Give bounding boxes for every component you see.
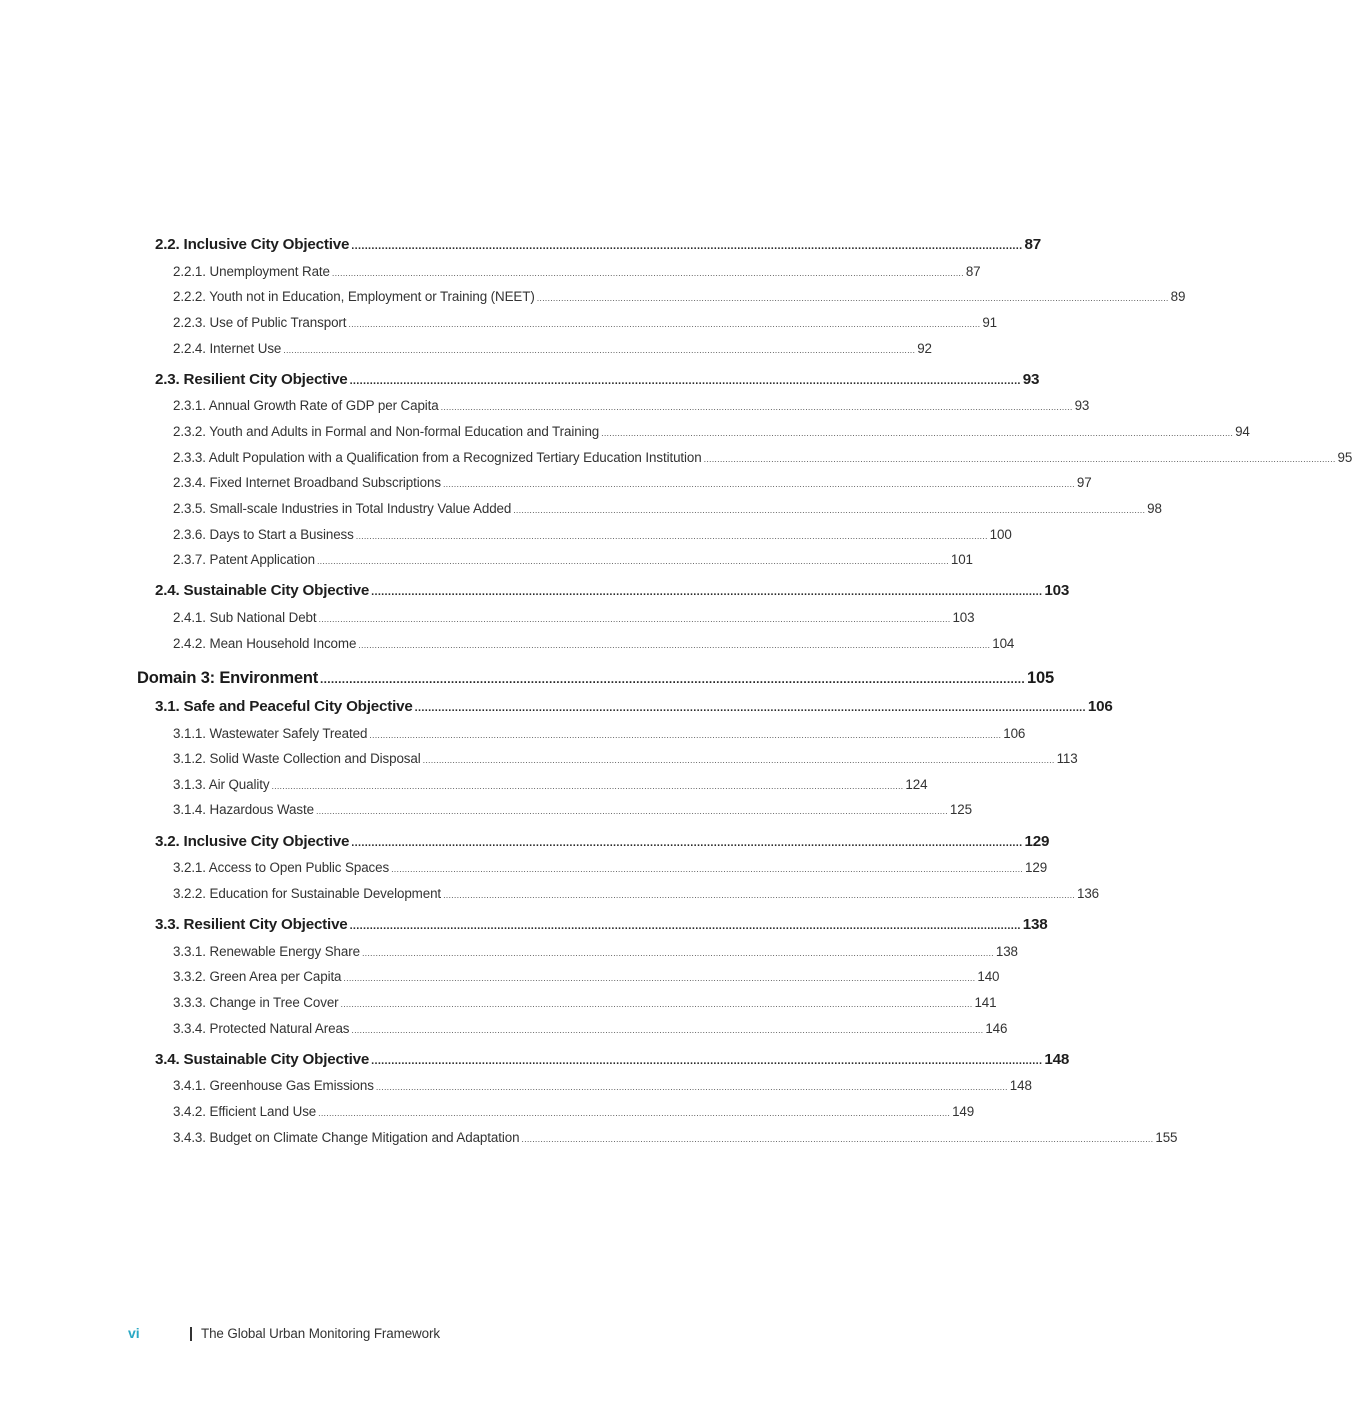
toc-entry-label: 2.3.4. Fixed Internet Broadband Subscriptions bbox=[173, 475, 441, 490]
dot-leader: .......................................................................................................................................................................................................................................... bbox=[283, 345, 916, 355]
dot-leader: .......................................................................................................................................................................................................................................... bbox=[521, 1134, 1154, 1144]
dot-leader: .......................................................................................................................................................................................................................................... bbox=[348, 319, 981, 329]
toc-page-number: 138 bbox=[995, 944, 1018, 959]
toc-entry-3-4-2[interactable] bbox=[173, 1104, 975, 1119]
toc-page-number: 89 bbox=[1170, 289, 1186, 304]
toc-page-number: 106 bbox=[1087, 698, 1113, 715]
dot-leader: .......................................................................................................................................................................................................................................... bbox=[391, 864, 1024, 874]
toc-entry-3-4-1[interactable] bbox=[173, 1078, 1032, 1093]
toc-page-number: 92 bbox=[917, 341, 932, 356]
dot-leader: .......................................................................................................................................................................................................................................... bbox=[601, 428, 1234, 438]
toc-entry-2-3-5[interactable] bbox=[173, 501, 1162, 516]
toc-entry-label: 3.3.1. Renewable Energy Share bbox=[173, 944, 360, 959]
footer-document-title: The Global Urban Monitoring Framework bbox=[201, 1326, 440, 1341]
toc-entry-label: 2.3.3. Adult Population with a Qualification from a Recognized Tertiary Education Institution bbox=[173, 450, 702, 465]
toc-page-number: 138 bbox=[1022, 916, 1048, 933]
toc-entry-label: 2.3.5. Small-scale Industries in Total Industry Value Added bbox=[173, 501, 512, 516]
footer-page-number: vi bbox=[128, 1325, 140, 1341]
toc-section-2-4[interactable] bbox=[155, 582, 1070, 599]
dot-leader: .......................................................................................................................................................................................................................................... bbox=[443, 890, 1075, 900]
toc-entry-2-2-1[interactable] bbox=[173, 264, 981, 279]
toc-entry-label: 3.4. Sustainable City Objective bbox=[155, 1051, 370, 1068]
toc-entry-2-4-1[interactable] bbox=[173, 610, 975, 625]
toc-entry-label: 3.3.4. Protected Natural Areas bbox=[173, 1021, 350, 1036]
toc-entry-label: 3.2. Inclusive City Objective bbox=[155, 833, 350, 850]
toc-page-number: 136 bbox=[1076, 886, 1100, 901]
dot-leader: .......................................................................................................................................................................................................................................... bbox=[422, 755, 1055, 765]
dot-leader: .......................................................................................................................................................................................................................................... bbox=[375, 1082, 1008, 1092]
toc-page-number: 93 bbox=[1074, 398, 1090, 413]
toc-entry-label: 2.4.1. Sub National Debt bbox=[173, 610, 317, 625]
dot-leader: .......................................................................................................................................................................................................................................... bbox=[369, 730, 1002, 740]
toc-entry-label: 3.1.4. Hazardous Waste bbox=[173, 802, 314, 817]
toc-entry-label: Domain 3: Environment bbox=[137, 669, 318, 687]
toc-page-number: 87 bbox=[965, 264, 981, 279]
toc-section-3-4[interactable] bbox=[155, 1051, 1070, 1068]
toc-page-number: 140 bbox=[977, 969, 1000, 984]
toc-entry-2-2-2[interactable] bbox=[173, 289, 1186, 304]
toc-entry-label: 2.4.2. Mean Household Income bbox=[173, 636, 357, 651]
toc-entry-2-3-1[interactable] bbox=[173, 398, 1090, 413]
toc-entry-label: 3.1.3. Air Quality bbox=[173, 777, 270, 792]
toc-section-2-3[interactable] bbox=[155, 371, 1040, 388]
dot-leader: .......................................................................................................................................................................................................................................... bbox=[351, 1025, 984, 1035]
toc-page-number: 155 bbox=[1155, 1130, 1178, 1145]
toc-entry-3-2-1[interactable] bbox=[173, 860, 1048, 875]
dot-leader: .......................................................................................................................................................................................................................................... bbox=[361, 948, 994, 958]
toc-entry-3-4-3[interactable] bbox=[173, 1130, 1178, 1145]
toc-page-number: 105 bbox=[1027, 669, 1054, 687]
dot-leader: ........................................................................................................................................................................................................ bbox=[371, 1055, 1043, 1067]
toc-page-number: 103 bbox=[1044, 582, 1070, 599]
toc-entry-2-2-3[interactable] bbox=[173, 315, 998, 330]
dot-leader: .......................................................................................................................................................................................................................................... bbox=[318, 1108, 951, 1118]
dot-leader: ........................................................................................................................................................................................................ bbox=[351, 240, 1023, 252]
toc-page-number: 148 bbox=[1044, 1051, 1070, 1068]
toc-entry-3-3-2[interactable] bbox=[173, 969, 1000, 984]
toc-entry-label: 2.3. Resilient City Objective bbox=[155, 371, 348, 388]
toc-entry-label: 3.3.3. Change in Tree Cover bbox=[173, 995, 339, 1010]
toc-entry-2-3-4[interactable] bbox=[173, 475, 1092, 490]
toc-page-number: 98 bbox=[1147, 501, 1162, 516]
toc-domain-3[interactable] bbox=[137, 669, 1054, 688]
toc-entry-label: 3.4.3. Budget on Climate Change Mitigation and Adaptation bbox=[173, 1130, 520, 1145]
dot-leader: .......................................................................................................................................................................................................................................... bbox=[316, 556, 949, 566]
toc-entry-2-3-6[interactable] bbox=[173, 527, 1012, 542]
toc-page-number: 141 bbox=[974, 995, 997, 1010]
dot-leader: ........................................................................................................................................................................................................ bbox=[351, 837, 1023, 849]
toc-page-number: 94 bbox=[1235, 424, 1250, 439]
dot-leader: ........................................................................................................................................................................................................ bbox=[349, 375, 1021, 387]
toc-entry-label: 3.3.2. Green Area per Capita bbox=[173, 969, 342, 984]
dot-leader: .......................................................................................................................................................................................................................................... bbox=[442, 479, 1075, 489]
toc-entry-3-1-3[interactable] bbox=[173, 777, 928, 792]
toc-entry-label: 2.2.3. Use of Public Transport bbox=[173, 315, 347, 330]
toc-page-number: 148 bbox=[1009, 1078, 1032, 1093]
toc-page-number: 113 bbox=[1056, 751, 1078, 766]
toc-entry-3-1-1[interactable] bbox=[173, 726, 1026, 741]
toc-entry-label: 2.4. Sustainable City Objective bbox=[155, 582, 370, 599]
toc-page-number: 87 bbox=[1024, 236, 1041, 253]
toc-entry-label: 3.4.1. Greenhouse Gas Emissions bbox=[173, 1078, 374, 1093]
toc-page-number: 124 bbox=[905, 777, 928, 792]
dot-leader: ........................................................................................................................................................................................................ bbox=[349, 920, 1021, 932]
toc-page-number: 101 bbox=[950, 552, 973, 567]
toc-entry-label: 2.2.4. Internet Use bbox=[173, 341, 282, 356]
dot-leader: ........................................................................................................................................................................................................ bbox=[371, 586, 1043, 598]
footer-divider bbox=[190, 1327, 192, 1341]
toc-entry-2-3-7[interactable] bbox=[173, 552, 973, 567]
toc-entry-label: 2.3.1. Annual Growth Rate of GDP per Capita bbox=[173, 398, 439, 413]
toc-page-number: 149 bbox=[952, 1104, 975, 1119]
toc-entry-label: 2.3.7. Patent Application bbox=[173, 552, 315, 567]
toc-entry-3-2-2[interactable] bbox=[173, 886, 1100, 901]
toc-page-number: 129 bbox=[1025, 860, 1048, 875]
dot-leader: .......................................................................................................................................................................................................................................... bbox=[331, 268, 964, 278]
toc-entry-label: 2.3.6. Days to Start a Business bbox=[173, 527, 354, 542]
toc-entry-label: 3.1.1. Wastewater Safely Treated bbox=[173, 726, 368, 741]
dot-leader: .................................................................................................................................................................................................. bbox=[320, 672, 1025, 686]
toc-entry-label: 2.3.2. Youth and Adults in Formal and Non-formal Education and Training bbox=[173, 424, 600, 439]
dot-leader: .......................................................................................................................................................................................................................................... bbox=[315, 806, 948, 816]
dot-leader: .......................................................................................................................................................................................................................................... bbox=[358, 640, 991, 650]
toc-entry-label: 3.2.2. Education for Sustainable Development bbox=[173, 886, 442, 901]
toc-page-number: 93 bbox=[1022, 371, 1040, 388]
toc-entry-3-3-3[interactable] bbox=[173, 995, 997, 1010]
toc-entry-3-3-1[interactable] bbox=[173, 944, 1018, 959]
toc-page-number: 146 bbox=[985, 1021, 1008, 1036]
toc-entry-label: 3.1. Safe and Peaceful City Objective bbox=[155, 698, 413, 715]
dot-leader: .......................................................................................................................................................................................................................................... bbox=[703, 454, 1336, 464]
dot-leader: .......................................................................................................................................................................................................................................... bbox=[355, 531, 988, 541]
page-footer bbox=[128, 1325, 628, 1345]
toc-entry-label: 2.2. Inclusive City Objective bbox=[155, 236, 350, 253]
toc-page-number: 106 bbox=[1003, 726, 1026, 741]
toc-entry-3-1-4[interactable] bbox=[173, 802, 972, 817]
toc-entry-2-3-3[interactable] bbox=[173, 450, 1352, 465]
toc-entry-label: 2.2.1. Unemployment Rate bbox=[173, 264, 330, 279]
dot-leader: ........................................................................................................................................................................................................ bbox=[414, 702, 1086, 714]
toc-page-number: 100 bbox=[989, 527, 1012, 542]
dot-leader: .......................................................................................................................................................................................................................................... bbox=[536, 293, 1169, 303]
toc-entry-2-4-2[interactable] bbox=[173, 636, 1015, 651]
dot-leader: .......................................................................................................................................................................................................................................... bbox=[513, 505, 1146, 515]
toc-entry-label: 2.2.2. Youth not in Education, Employment or Training (NEET) bbox=[173, 289, 535, 304]
toc-entry-3-1-2[interactable] bbox=[173, 751, 1078, 766]
toc-page-number: 91 bbox=[982, 315, 998, 330]
toc-entry-2-2-4[interactable] bbox=[173, 341, 932, 356]
toc-entry-2-3-2[interactable] bbox=[173, 424, 1250, 439]
toc-entry-label: 3.4.2. Efficient Land Use bbox=[173, 1104, 317, 1119]
toc-page-number: 129 bbox=[1024, 833, 1050, 850]
toc-entry-label: 3.2.1. Access to Open Public Spaces bbox=[173, 860, 390, 875]
toc-section-3-2[interactable] bbox=[155, 833, 1050, 850]
toc-entry-label: 3.1.2. Solid Waste Collection and Disposal bbox=[173, 751, 421, 766]
toc-page-number: 95 bbox=[1337, 450, 1352, 465]
toc-page-number: 125 bbox=[949, 802, 972, 817]
toc-page-number: 103 bbox=[952, 610, 975, 625]
dot-leader: .......................................................................................................................................................................................................................................... bbox=[340, 999, 973, 1009]
toc-entry-label: 3.3. Resilient City Objective bbox=[155, 916, 348, 933]
dot-leader: .......................................................................................................................................................................................................................................... bbox=[318, 614, 951, 624]
dot-leader: .......................................................................................................................................................................................................................................... bbox=[343, 973, 976, 983]
toc-entry-3-3-4[interactable] bbox=[173, 1021, 1008, 1036]
toc-page-number: 104 bbox=[992, 636, 1015, 651]
toc-section-3-3[interactable] bbox=[155, 916, 1048, 933]
toc-page-number: 97 bbox=[1076, 475, 1092, 490]
dot-leader: .......................................................................................................................................................................................................................................... bbox=[440, 402, 1073, 412]
toc-section-2-2[interactable] bbox=[155, 236, 1041, 253]
toc-section-3-1[interactable] bbox=[155, 698, 1113, 715]
dot-leader: .......................................................................................................................................................................................................................................... bbox=[271, 781, 904, 791]
